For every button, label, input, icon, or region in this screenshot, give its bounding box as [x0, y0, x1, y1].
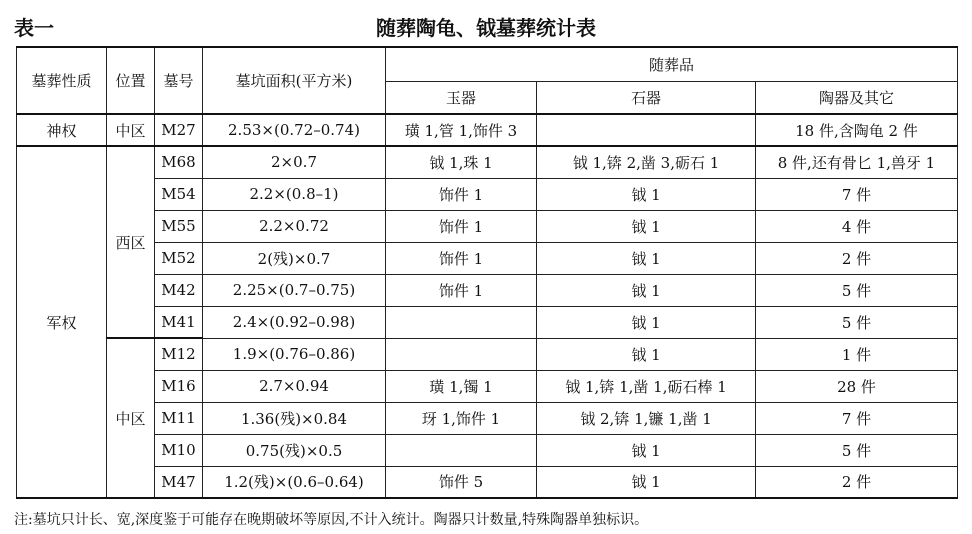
area-cell: 2×0.7	[203, 146, 386, 178]
stone-cell: 钺 1	[537, 466, 756, 498]
stone-cell: 钺 1,锛 1,凿 1,砺石棒 1	[537, 370, 756, 402]
pottery-cell: 5 件	[756, 306, 958, 338]
area-cell: 0.75(残)×0.5	[203, 434, 386, 466]
table-note: 注:墓坑只计长、宽,深度鉴于可能存在晚期破坏等原因,不计入统计。陶器只计数量,特殊陶器单独标识。	[14, 512, 649, 528]
table-row	[17, 114, 958, 146]
header-stone: 石器	[537, 81, 756, 114]
table-row	[17, 306, 958, 338]
table-row	[17, 274, 958, 306]
area-cell: 2.25×(0.7–0.75)	[203, 274, 386, 306]
stone-cell: 钺 1	[537, 306, 756, 338]
stone-cell	[537, 114, 756, 146]
pottery-cell: 5 件	[756, 274, 958, 306]
location-cell: 中区	[107, 338, 155, 498]
table-row	[17, 146, 958, 178]
stone-cell: 钺 2,锛 1,镰 1,凿 1	[537, 402, 756, 434]
jade-cell	[386, 306, 537, 338]
header-area: 墓坑面积(平方米)	[203, 47, 386, 114]
header-location: 位置	[107, 47, 155, 114]
tomb-no-cell: M12	[155, 338, 203, 370]
header-tomb-no: 墓号	[155, 47, 203, 114]
jade-cell: 玡 1,饰件 1	[386, 402, 537, 434]
jade-cell	[386, 434, 537, 466]
jade-cell: 璜 1,镯 1	[386, 370, 537, 402]
stone-cell: 钺 1	[537, 178, 756, 210]
tomb-no-cell: M54	[155, 178, 203, 210]
statistics-table	[16, 46, 958, 499]
table-row	[17, 466, 958, 498]
header-pottery: 陶器及其它	[756, 81, 958, 114]
location-cell: 中区	[107, 114, 155, 146]
nature-cell: 神权	[17, 114, 107, 146]
table-row	[17, 178, 958, 210]
pottery-cell: 2 件	[756, 242, 958, 274]
jade-cell: 饰件 1	[386, 242, 537, 274]
table-row	[17, 242, 958, 274]
jade-cell: 璜 1,管 1,饰件 3	[386, 114, 537, 146]
area-cell: 1.36(残)×0.84	[203, 402, 386, 434]
table-row	[17, 402, 958, 434]
table-row	[17, 338, 958, 370]
area-cell: 2(残)×0.7	[203, 242, 386, 274]
stone-cell: 钺 1	[537, 274, 756, 306]
table-title: 随葬陶龟、钺墓葬统计表	[376, 16, 596, 40]
tomb-no-cell: M11	[155, 402, 203, 434]
tomb-no-cell: M42	[155, 274, 203, 306]
pottery-cell: 4 件	[756, 210, 958, 242]
stone-cell: 钺 1	[537, 242, 756, 274]
pottery-cell: 2 件	[756, 466, 958, 498]
jade-cell: 饰件 5	[386, 466, 537, 498]
jade-cell: 饰件 1	[386, 178, 537, 210]
pottery-cell: 5 件	[756, 434, 958, 466]
area-cell: 2.2×0.72	[203, 210, 386, 242]
location-cell: 西区	[107, 146, 155, 338]
tomb-no-cell: M47	[155, 466, 203, 498]
tomb-no-cell: M10	[155, 434, 203, 466]
table-label: 表一	[14, 16, 54, 40]
tomb-no-cell: M27	[155, 114, 203, 146]
stone-cell: 钺 1	[537, 434, 756, 466]
jade-cell: 钺 1,珠 1	[386, 146, 537, 178]
tomb-no-cell: M41	[155, 306, 203, 338]
area-cell: 1.9×(0.76–0.86)	[203, 338, 386, 370]
pottery-cell: 8 件,还有骨匕 1,兽牙 1	[756, 146, 958, 178]
area-cell: 2.53×(0.72–0.74)	[203, 114, 386, 146]
header-nature: 墓葬性质	[17, 47, 107, 114]
area-cell: 2.7×0.94	[203, 370, 386, 402]
table-row	[17, 434, 958, 466]
jade-cell	[386, 338, 537, 370]
nature-cell: 军权	[17, 146, 107, 498]
tomb-no-cell: M55	[155, 210, 203, 242]
stone-cell: 钺 1	[537, 210, 756, 242]
pottery-cell: 7 件	[756, 402, 958, 434]
area-cell: 2.2×(0.8–1)	[203, 178, 386, 210]
pottery-cell: 1 件	[756, 338, 958, 370]
pottery-cell: 28 件	[756, 370, 958, 402]
area-cell: 1.2(残)×(0.6–0.64)	[203, 466, 386, 498]
pottery-cell: 7 件	[756, 178, 958, 210]
jade-cell: 饰件 1	[386, 210, 537, 242]
tomb-no-cell: M68	[155, 146, 203, 178]
stone-cell: 钺 1,锛 2,凿 3,砺石 1	[537, 146, 756, 178]
stone-cell: 钺 1	[537, 338, 756, 370]
pottery-cell: 18 件,含陶龟 2 件	[756, 114, 958, 146]
table-row	[17, 370, 958, 402]
jade-cell: 饰件 1	[386, 274, 537, 306]
tomb-no-cell: M16	[155, 370, 203, 402]
area-cell: 2.4×(0.92–0.98)	[203, 306, 386, 338]
table-row	[17, 210, 958, 242]
header-goods: 随葬品	[386, 47, 958, 81]
header-jade: 玉器	[386, 81, 537, 114]
tomb-no-cell: M52	[155, 242, 203, 274]
